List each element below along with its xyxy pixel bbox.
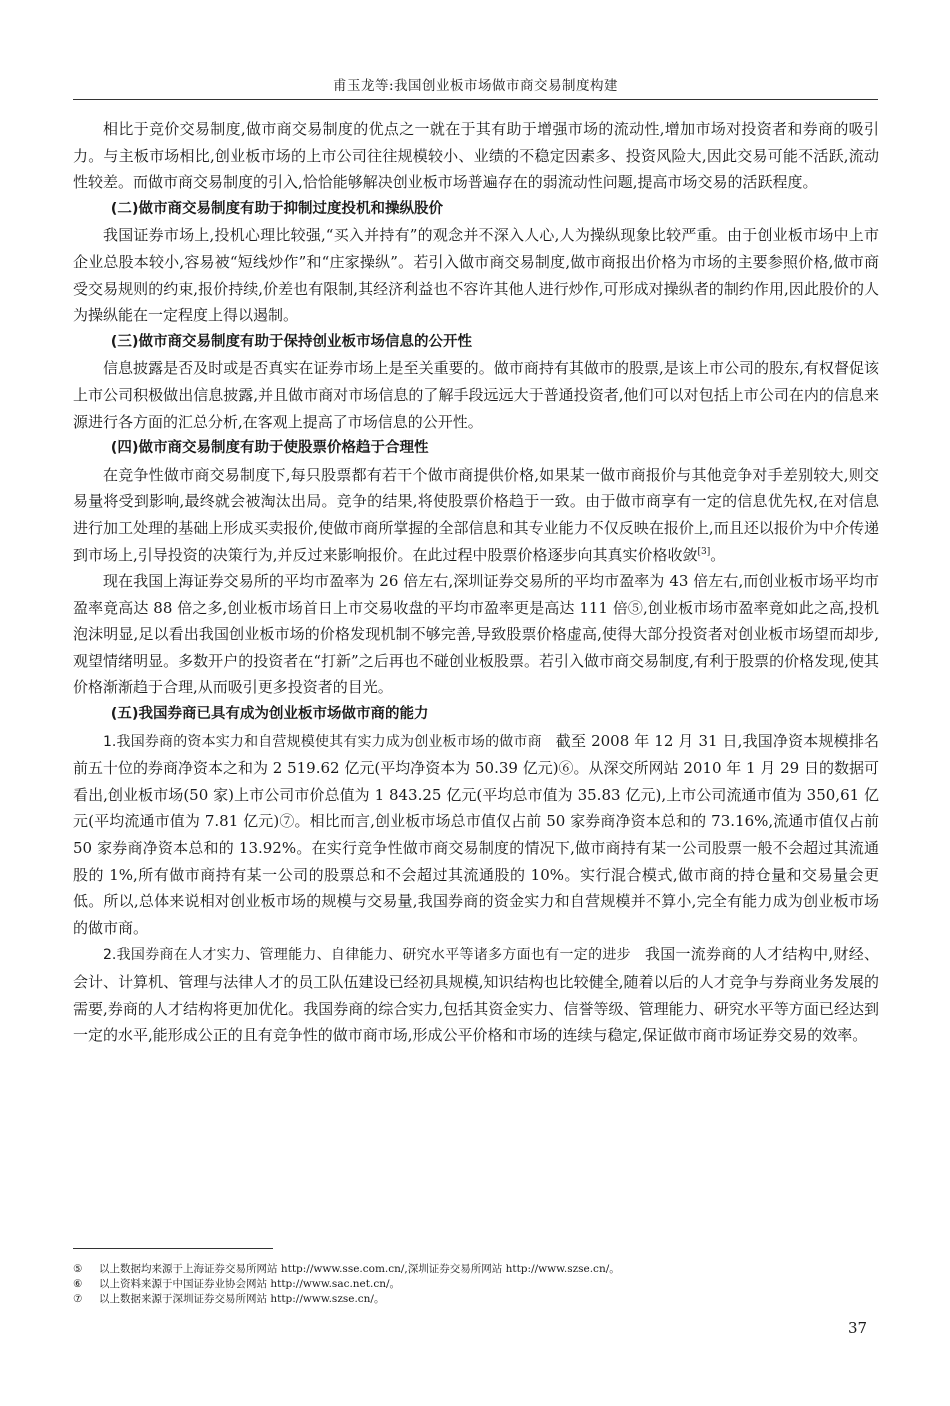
footnotes xyxy=(73,1262,879,1307)
article-body xyxy=(73,116,879,1049)
page-number: 37 xyxy=(848,1319,868,1337)
footnote-text: 以上数据来源于深圳证券交易所网站 http://www.szse.cn/。 xyxy=(99,1293,385,1305)
footnote-rule xyxy=(73,1248,273,1249)
header-rule xyxy=(73,99,878,100)
paragraph-liquidity: 相比于竞价交易制度,做市商交易制度的优点之一就在于其有助于增强市场的流动性,增加市场对投资者和券商的吸引力。与主板市场相比,创业板市场的上市公司往往规模较小、业绩的不稳定因素多、投资风险大,因此交易可能不活跃,流动性较差。而做市商交易制度的引入,恰恰能够解决创业板市场普遍存在的弱流动性问题,提高市场交易的活跃程度。 xyxy=(73,120,879,192)
subsection-capital-text: 截至 2008 年 12 月 31 日,我国净资本规模排名前五十位的券商净资本之和为 2 519.62 亿元(平均净资本为 50.39 亿元)⑥。从深交所网站 2010 年 1 月 29 日的数据可看出,创业板市场(50 家)上市公司市价总值为 1 843.25 亿元(平均总市值为 35.83 亿元),上市公司流通市值为 350,61 亿元(平均流通市值为 7.81 亿元)⑦。相比而言,创业板市场总市值仅占前 50 家券商净资本总和的 73.16%,流通市值仅占前 50 家券商净资本总和的 13.92%。在实行竞争性做市商交易制度的情况下,做市商持有某一公司股票一般不会超过其流通股的 1%,所有做市商持有某一公司的股票总和不会超过其流通股的 10%。实行混合模式,做市商的持仓量和交易量会更低。所以,总体来说相对创业板市场的规模与交易量,我国券商的资金实力和自营规模并不算小,完全有能力成为创业板市场的做市商。 xyxy=(73,731,879,937)
section-heading-3: (三)做市商交易制度有助于保持创业板市场信息的公开性 xyxy=(110,333,472,350)
section-heading-4: (四)做市商交易制度有助于使股票价格趋于合理性 xyxy=(110,440,429,457)
paragraph-pricing-text: 在竞争性做市商交易制度下,每只股票都有若干个做市商提供价格,如果某一做市商报价与其他竞争对手差别较大,则交易量将受到影响,最终就会被淘汰出局。竞争的结果,将使股票价格趋于一致。由于做市商享有一定的信息优先权,在对信息进行加工处理的基础上形成买卖报价,使做市商所掌握的全部信息和其专业能力不仅反映在报价上,而且还以报价为中介传递到市场上,引导投资的决策行为,并反过来影响报价。在此过程中股票价格逐步向其真实价格收敛 xyxy=(73,465,879,564)
footnote-text: 以上资料来源于中国证券业协会网站 http://www.sac.net.cn/。 xyxy=(99,1278,401,1290)
citation-ref: [3] xyxy=(697,546,711,557)
section-heading-5: (五)我国券商已具有成为创业板市场做市商的能力 xyxy=(110,706,429,723)
subsection-talent-text: 我国一流券商的人才结构中,财经、会计、计算机、管理与法律人才的员工队伍建设已经初具规模,知识结构也比较健全,随着以后的人才竞争与券商业务发展的需要,券商的人才结构将更加优化。我国券商的综合实力,包括其资金实力、信誉等级、管理能力、研究水平等方面已经达到一定的水平,能形成公正的且有竞争性的做市商市场,形成公平价格和市场的连续与稳定,保证做市商市场证券交易的效率。 xyxy=(73,945,879,1045)
footnote-6 xyxy=(73,1277,879,1292)
paragraph-pricing xyxy=(73,462,879,568)
paragraph-pricing-tail: 。 xyxy=(710,545,726,564)
footnote-text: 以上数据均来源于上海证券交易所网站 http://www.sse.com.cn/,深圳证券交易所网站 http://www.szse.cn/。 xyxy=(99,1263,620,1275)
footnote-mark: ⑥ xyxy=(73,1278,83,1290)
section-heading-2: (二)做市商交易制度有助于抑制过度投机和操纵股价 xyxy=(110,200,443,217)
paragraph-disclosure: 信息披露是否及时或是否真实在证券市场上是至关重要的。做市商持有其做市的股票,是该上市公司的股东,有权督促该上市公司积极做出信息披露,并且做市商对市场信息的了解手段远远大于普通投资者,他们可以对包括上市公司在内的信息来源进行各方面的汇总分析,在客观上提高了市场信息的公开性。 xyxy=(73,359,879,431)
subsection-capital-lead: 1.我国券商的资本实力和自营规模使其有实力成为创业板市场的做市商 xyxy=(103,733,542,750)
footnote-mark: ⑤ xyxy=(73,1263,83,1275)
paragraph-pe-ratio: 现在我国上海证券交易所的平均市盈率为 26 倍左右,深圳证券交易所的平均市盈率为 43 倍左右,而创业板市场平均市盈率竟高达 88 倍之多,创业板市场首日上市交易收盘的平均市盈率更是高达 111 倍⑤,创业板市场市盈率竟如此之高,投机泡沫明显,足以看出我国创业板市场的价格发现机制不够完善,导致股票价格虚高,使得大部分投资者对创业板市场望而却步,观望情绪明显。多数开户的投资者在“打新”之后再也不碰创业板股票。若引入做市商交易制度,有利于股票的价格发现,使其价格渐渐趋于合理,从而吸引更多投资者的目光。 xyxy=(73,572,879,697)
running-header: 甫玉龙等:我国创业板市场做市商交易制度构建 xyxy=(332,78,619,94)
subsection-talent xyxy=(73,941,879,1048)
footnote-7 xyxy=(73,1292,879,1307)
paragraph-manipulation: 我国证券市场上,投机心理比较强,“买入并持有”的观念并不深入人心,人为操纵现象比较严重。由于创业板市场中上市企业总股本较小,容易被“短线炒作”和“庄家操纵”。若引入做市商交易制度,做市商报出价格为市场的主要参照价格,做市商受交易规则的约束,报价持续,价差也有限制,其经济利益也不容许其他人进行炒作,可形成对操纵者的制约作用,因此股价的人为操纵能在一定程度上得以遏制。 xyxy=(73,226,879,325)
subsection-capital xyxy=(73,728,879,942)
subsection-talent-lead: 2.我国券商在人才实力、管理能力、自律能力、研究水平等诸多方面也有一定的进步 xyxy=(103,947,631,964)
footnote-5 xyxy=(73,1262,879,1277)
footnote-mark: ⑦ xyxy=(73,1293,83,1305)
